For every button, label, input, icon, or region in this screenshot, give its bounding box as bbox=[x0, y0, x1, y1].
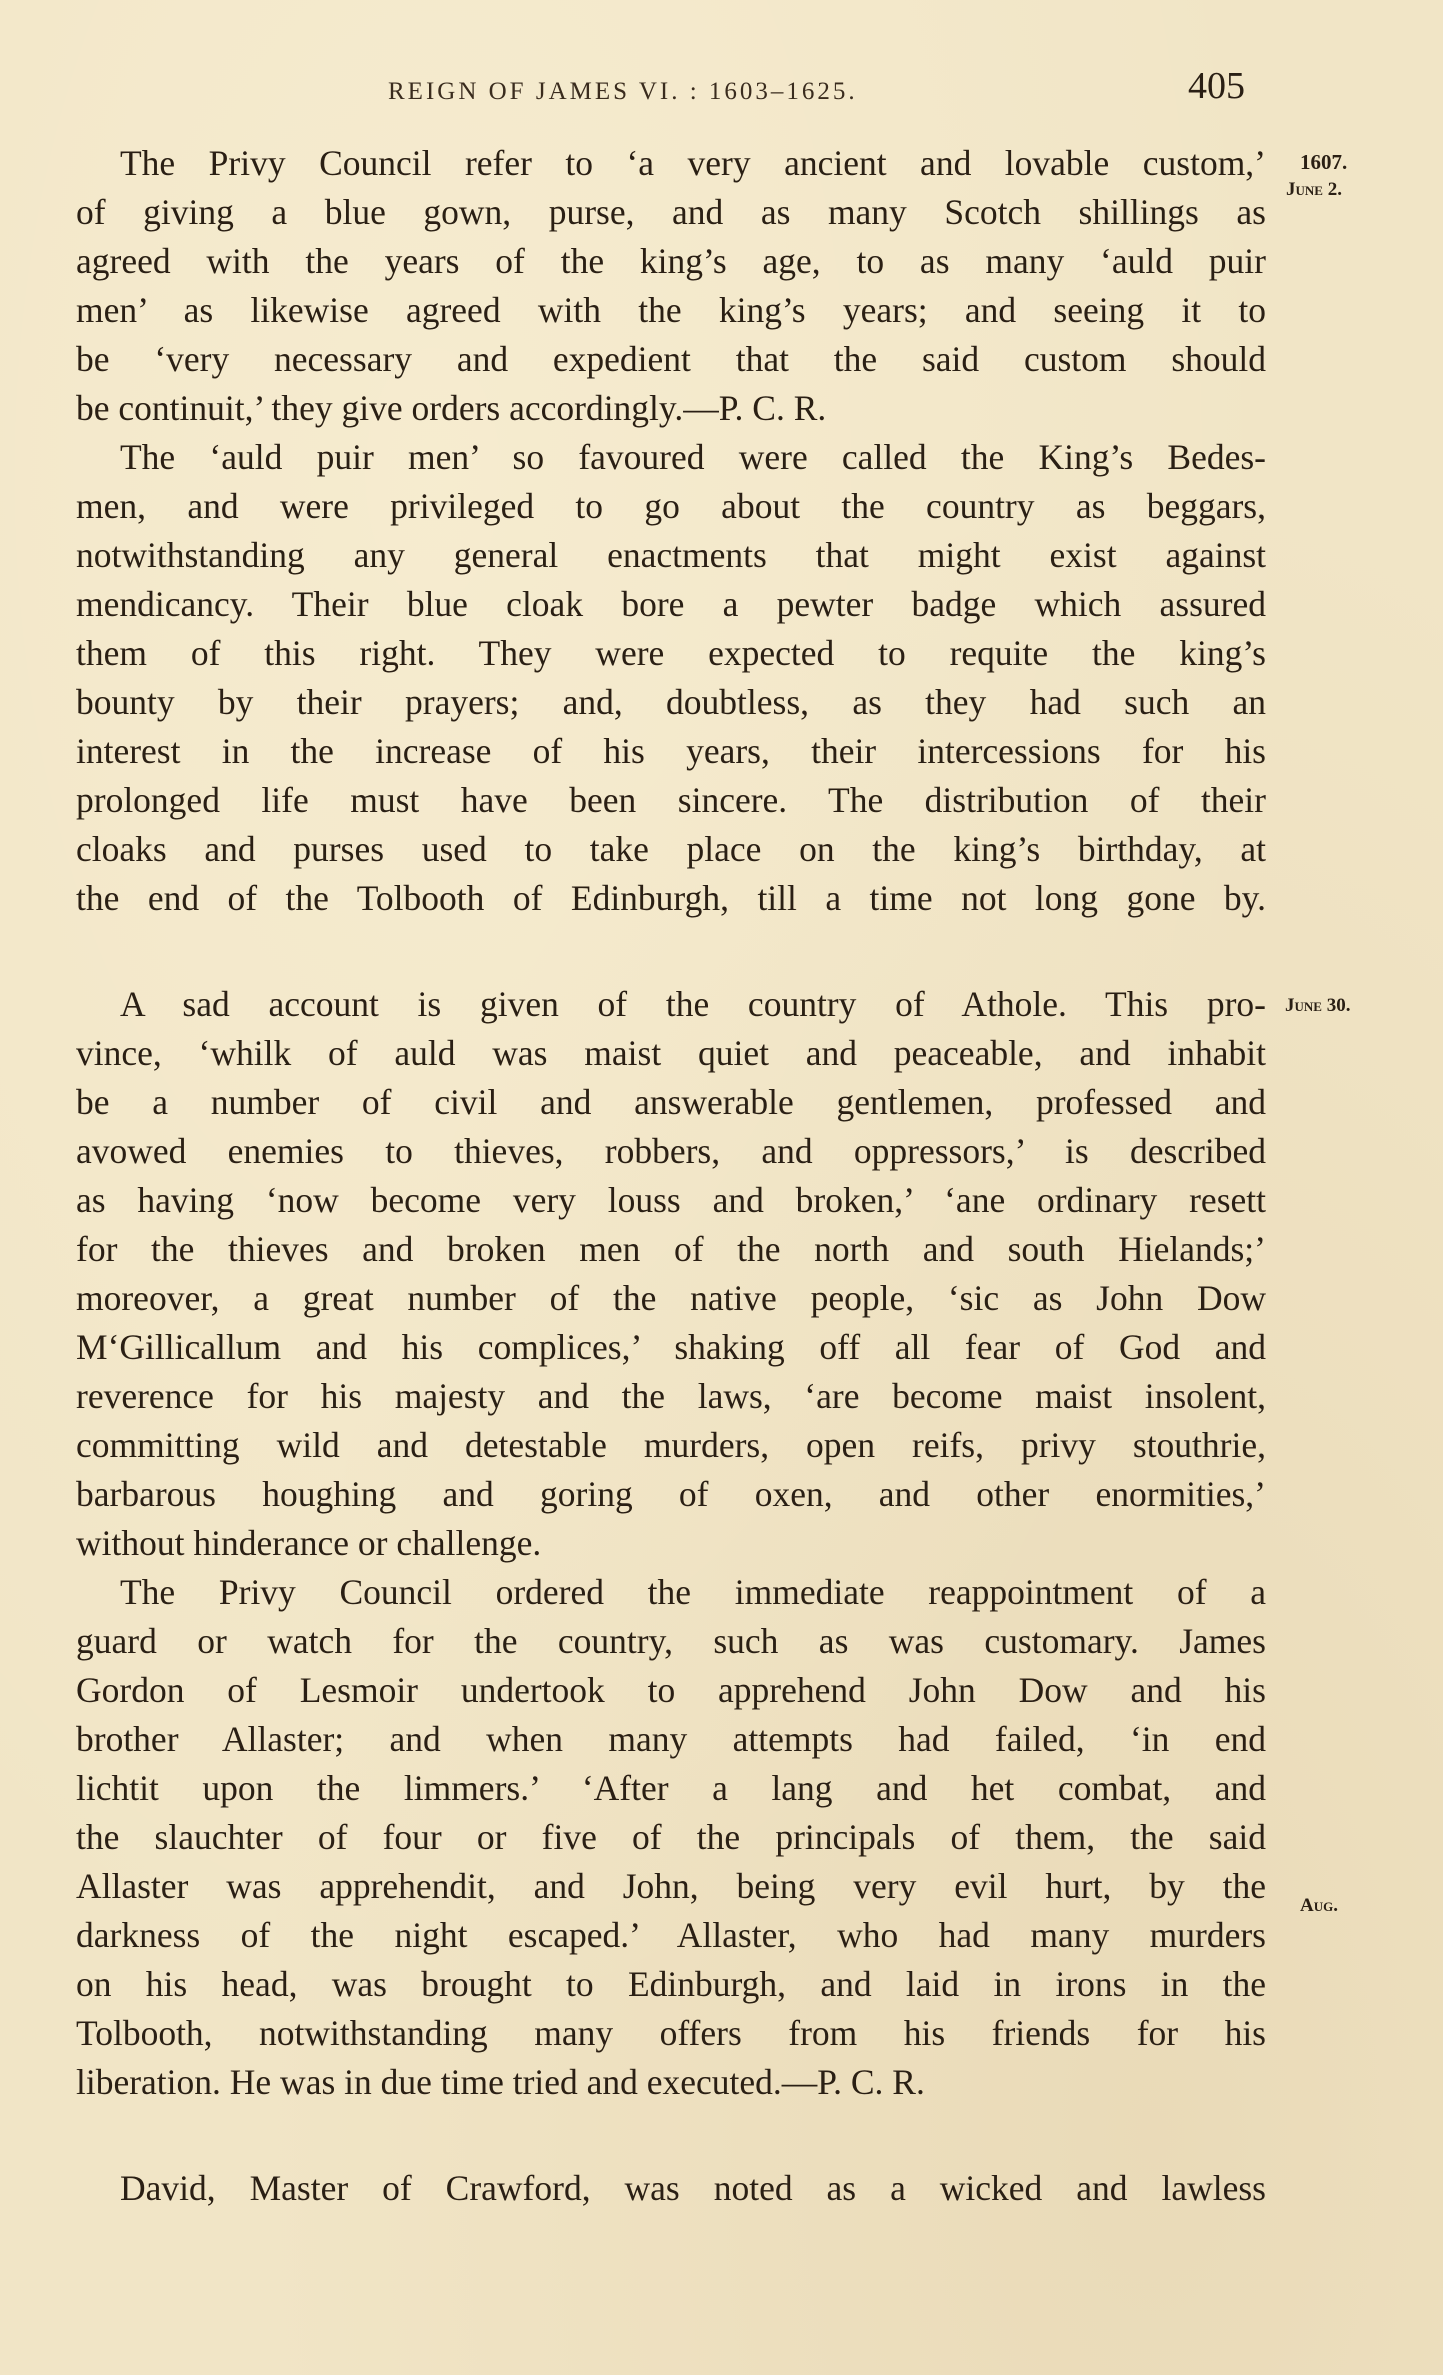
text-line: vince, ‘whilk of auld was maist quiet and peaceable, and inhabit bbox=[76, 1033, 1266, 1073]
text-line: men, and were privileged to go about the country as beggars, bbox=[76, 486, 1266, 526]
text-line: Tolbooth, notwithstanding many offers from his friends for his bbox=[76, 2013, 1266, 2053]
running-head bbox=[0, 62, 1443, 122]
text-line: Allaster was apprehendit, and John, being very evil hurt, by the bbox=[76, 1866, 1266, 1906]
page-number: 405 bbox=[1188, 65, 1245, 107]
text-line: be a number of civil and answerable gentlemen, professed and bbox=[76, 1082, 1266, 1122]
text-line: avowed enemies to thieves, robbers, and oppressors,’ is described bbox=[76, 1131, 1266, 1171]
margin-note-year: 1607. bbox=[1300, 150, 1348, 174]
text-line: of giving a blue gown, purse, and as many Scotch shillings as bbox=[76, 192, 1266, 232]
text-line: men’ as likewise agreed with the king’s years; and seeing it to bbox=[76, 290, 1266, 330]
text-line: bounty by their prayers; and, doubtless, as they had such an bbox=[76, 682, 1266, 722]
margin-note-date: Aug. bbox=[1300, 1895, 1338, 1916]
text-line: for the thieves and broken men of the north and south Hielands;’ bbox=[76, 1229, 1266, 1269]
margin-note-date: June 2. bbox=[1286, 179, 1342, 200]
text-line: The ‘auld puir men’ so favoured were called the King’s Bedes- bbox=[120, 437, 1266, 477]
running-title: REIGN OF JAMES VI. : 1603–1625. bbox=[388, 78, 858, 105]
text-line: agreed with the years of the king’s age, to as many ‘auld puir bbox=[76, 241, 1266, 281]
text-line: be continuit,’ they give orders accordingly.—P. C. R. bbox=[76, 388, 827, 428]
text-line: brother Allaster; and when many attempts had failed, ‘in end bbox=[76, 1719, 1266, 1759]
text-line: moreover, a great number of the native people, ‘sic as John Dow bbox=[76, 1278, 1266, 1318]
text-line: notwithstanding any general enactments that might exist against bbox=[76, 535, 1266, 575]
text-line: lichtit upon the limmers.’ ‘After a lang and het combat, and bbox=[76, 1768, 1266, 1808]
text-line: them of this right. They were expected to requite the king’s bbox=[76, 633, 1266, 673]
text-line: guard or watch for the country, such as was customary. James bbox=[76, 1621, 1266, 1661]
text-line: prolonged life must have been sincere. The distribution of their bbox=[76, 780, 1266, 820]
text-line: mendicancy. Their blue cloak bore a pewter badge which assured bbox=[76, 584, 1266, 624]
text-line: without hinderance or challenge. bbox=[76, 1523, 542, 1563]
margin-note-date: June 30. bbox=[1285, 995, 1351, 1016]
text-line: A sad account is given of the country of Athole. This pro- bbox=[120, 984, 1266, 1024]
text-line: M‘Gillicallum and his complices,’ shaking off all fear of God and bbox=[76, 1327, 1266, 1367]
text-line: The Privy Council refer to ‘a very ancient and lovable custom,’ bbox=[120, 143, 1266, 183]
text-line: as having ‘now become very louss and broken,’ ‘ane ordinary resett bbox=[76, 1180, 1266, 1220]
text-line: reverence for his majesty and the laws, ‘are become maist insolent, bbox=[76, 1376, 1266, 1416]
text-line: cloaks and purses used to take place on the king’s birthday, at bbox=[76, 829, 1266, 869]
text-line: committing wild and detestable murders, open reifs, privy stouthrie, bbox=[76, 1425, 1266, 1465]
text-line: the slauchter of four or five of the principals of them, the said bbox=[76, 1817, 1266, 1857]
text-line: interest in the increase of his years, their intercessions for his bbox=[76, 731, 1266, 771]
text-line: the end of the Tolbooth of Edinburgh, till a time not long gone by. bbox=[76, 878, 1266, 918]
text-line: be ‘very necessary and expedient that the said custom should bbox=[76, 339, 1266, 379]
text-line: darkness of the night escaped.’ Allaster, who had many murders bbox=[76, 1915, 1266, 1955]
text-line: liberation. He was in due time tried and executed.—P. C. R. bbox=[76, 2062, 925, 2102]
text-line: Gordon of Lesmoir undertook to apprehend John Dow and his bbox=[76, 1670, 1266, 1710]
text-line: The Privy Council ordered the immediate reappointment of a bbox=[120, 1572, 1266, 1612]
text-line: barbarous houghing and goring of oxen, and other enormities,’ bbox=[76, 1474, 1266, 1514]
text-line: on his head, was brought to Edinburgh, and laid in irons in the bbox=[76, 1964, 1266, 2004]
text-line: David, Master of Crawford, was noted as a wicked and lawless bbox=[120, 2168, 1266, 2208]
